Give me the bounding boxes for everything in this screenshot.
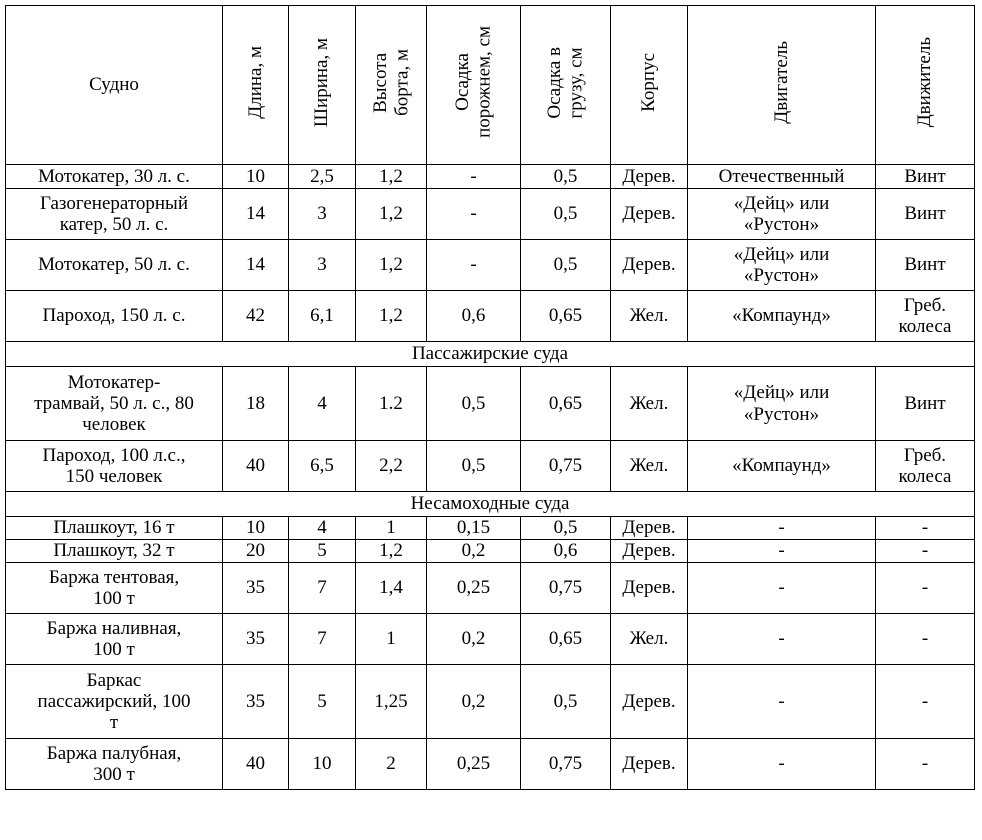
table-row bbox=[6, 291, 975, 342]
cell-engine: Отечественный bbox=[688, 165, 876, 189]
cell-vessel: Баркас пассажирский, 100 т bbox=[6, 665, 223, 739]
vessel-table bbox=[5, 5, 975, 790]
cell-engine: «Компаунд» bbox=[688, 441, 876, 492]
cell-width: 7 bbox=[289, 563, 356, 614]
cell-propulsor: - bbox=[876, 563, 975, 614]
cell-draft-empty: 0,15 bbox=[427, 517, 521, 540]
cell-draft-loaded: 0,65 bbox=[521, 291, 611, 342]
cell-side-height: 2 bbox=[356, 739, 427, 790]
cell-width: 6,5 bbox=[289, 441, 356, 492]
cell-side-height: 1,2 bbox=[356, 540, 427, 563]
table-row bbox=[6, 189, 975, 240]
cell-width: 3 bbox=[289, 189, 356, 240]
header-vessel: Судно bbox=[6, 6, 223, 165]
header-length: Длина, м bbox=[223, 6, 289, 165]
header-row bbox=[6, 6, 975, 165]
cell-engine: «Дейц» или «Рустон» bbox=[688, 189, 876, 240]
cell-draft-empty: 0,25 bbox=[427, 563, 521, 614]
cell-side-height: 1 bbox=[356, 614, 427, 665]
cell-propulsor: Винт bbox=[876, 165, 975, 189]
cell-draft-empty: 0,2 bbox=[427, 614, 521, 665]
cell-side-height: 1,2 bbox=[356, 189, 427, 240]
cell-engine: «Дейц» или «Рустон» bbox=[688, 240, 876, 291]
table-row bbox=[6, 665, 975, 739]
cell-width: 2,5 bbox=[289, 165, 356, 189]
header-width: Ширина, м bbox=[289, 6, 356, 165]
cell-hull: Дерев. bbox=[611, 665, 688, 739]
cell-side-height: 1,25 bbox=[356, 665, 427, 739]
cell-vessel: Пароход, 150 л. с. bbox=[6, 291, 223, 342]
cell-draft-loaded: 0,5 bbox=[521, 240, 611, 291]
table-row bbox=[6, 540, 975, 563]
table-row bbox=[6, 367, 975, 441]
cell-length: 18 bbox=[223, 367, 289, 441]
cell-hull: Дерев. bbox=[611, 563, 688, 614]
cell-draft-empty: 0,5 bbox=[427, 367, 521, 441]
cell-draft-empty: 0,2 bbox=[427, 540, 521, 563]
cell-propulsor: Винт bbox=[876, 189, 975, 240]
cell-hull: Жел. bbox=[611, 291, 688, 342]
cell-draft-loaded: 0,65 bbox=[521, 614, 611, 665]
section-row bbox=[6, 492, 975, 517]
cell-engine: «Компаунд» bbox=[688, 291, 876, 342]
cell-length: 40 bbox=[223, 739, 289, 790]
cell-propulsor: - bbox=[876, 614, 975, 665]
header-propulsor: Движитель bbox=[876, 6, 975, 165]
cell-length: 14 bbox=[223, 189, 289, 240]
cell-hull: Дерев. bbox=[611, 165, 688, 189]
cell-width: 4 bbox=[289, 517, 356, 540]
header-hull: Корпус bbox=[611, 6, 688, 165]
cell-length: 42 bbox=[223, 291, 289, 342]
cell-length: 10 bbox=[223, 165, 289, 189]
table-row bbox=[6, 441, 975, 492]
cell-width: 10 bbox=[289, 739, 356, 790]
cell-hull: Дерев. bbox=[611, 240, 688, 291]
table-row bbox=[6, 240, 975, 291]
cell-hull: Жел. bbox=[611, 614, 688, 665]
cell-hull: Жел. bbox=[611, 441, 688, 492]
cell-draft-empty: 0,25 bbox=[427, 739, 521, 790]
cell-draft-loaded: 0,5 bbox=[521, 665, 611, 739]
cell-vessel: Мотокатер, 50 л. с. bbox=[6, 240, 223, 291]
table-row bbox=[6, 517, 975, 540]
table-row bbox=[6, 739, 975, 790]
cell-engine: - bbox=[688, 665, 876, 739]
cell-width: 7 bbox=[289, 614, 356, 665]
cell-hull: Дерев. bbox=[611, 517, 688, 540]
cell-vessel: Баржа тентовая, 100 т bbox=[6, 563, 223, 614]
cell-length: 35 bbox=[223, 563, 289, 614]
cell-engine: - bbox=[688, 517, 876, 540]
cell-draft-loaded: 0,75 bbox=[521, 739, 611, 790]
cell-side-height: 1,2 bbox=[356, 240, 427, 291]
header-draft-empty: Осадка порожнем, см bbox=[427, 6, 521, 165]
cell-engine: - bbox=[688, 563, 876, 614]
cell-vessel: Пароход, 100 л.с., 150 человек bbox=[6, 441, 223, 492]
cell-vessel: Баржа палубная, 300 т bbox=[6, 739, 223, 790]
cell-draft-loaded: 0,5 bbox=[521, 165, 611, 189]
cell-width: 4 bbox=[289, 367, 356, 441]
section-title: Пассажирские суда bbox=[6, 342, 975, 367]
cell-engine: - bbox=[688, 614, 876, 665]
cell-propulsor: Винт bbox=[876, 367, 975, 441]
cell-draft-loaded: 0,75 bbox=[521, 563, 611, 614]
cell-draft-empty: 0,2 bbox=[427, 665, 521, 739]
section-row bbox=[6, 342, 975, 367]
cell-engine: «Дейц» или «Рустон» bbox=[688, 367, 876, 441]
cell-draft-empty: - bbox=[427, 165, 521, 189]
cell-propulsor: Винт bbox=[876, 240, 975, 291]
cell-propulsor: - bbox=[876, 517, 975, 540]
cell-draft-empty: 0,5 bbox=[427, 441, 521, 492]
cell-width: 5 bbox=[289, 665, 356, 739]
cell-hull: Дерев. bbox=[611, 540, 688, 563]
cell-length: 14 bbox=[223, 240, 289, 291]
cell-vessel: Мотокатер, 30 л. с. bbox=[6, 165, 223, 189]
header-side-height: Высота борта, м bbox=[356, 6, 427, 165]
cell-propulsor: - bbox=[876, 739, 975, 790]
table-row bbox=[6, 563, 975, 614]
cell-vessel: Плашкоут, 16 т bbox=[6, 517, 223, 540]
cell-length: 35 bbox=[223, 665, 289, 739]
cell-engine: - bbox=[688, 739, 876, 790]
cell-width: 5 bbox=[289, 540, 356, 563]
cell-draft-empty: - bbox=[427, 189, 521, 240]
header-draft-loaded: Осадка в грузу, см bbox=[521, 6, 611, 165]
cell-propulsor: - bbox=[876, 665, 975, 739]
cell-side-height: 1 bbox=[356, 517, 427, 540]
cell-draft-loaded: 0,6 bbox=[521, 540, 611, 563]
cell-length: 40 bbox=[223, 441, 289, 492]
cell-engine: - bbox=[688, 540, 876, 563]
cell-length: 20 bbox=[223, 540, 289, 563]
cell-draft-loaded: 0,5 bbox=[521, 189, 611, 240]
cell-draft-loaded: 0,75 bbox=[521, 441, 611, 492]
cell-length: 10 bbox=[223, 517, 289, 540]
cell-draft-loaded: 0,5 bbox=[521, 517, 611, 540]
cell-side-height: 1,2 bbox=[356, 165, 427, 189]
cell-side-height: 1,4 bbox=[356, 563, 427, 614]
header-engine: Двигатель bbox=[688, 6, 876, 165]
cell-draft-empty: 0,6 bbox=[427, 291, 521, 342]
cell-side-height: 1.2 bbox=[356, 367, 427, 441]
cell-hull: Жел. bbox=[611, 367, 688, 441]
section-title: Несамоходные суда bbox=[6, 492, 975, 517]
table-row bbox=[6, 165, 975, 189]
cell-width: 6,1 bbox=[289, 291, 356, 342]
cell-vessel: Мотокатер- трамвай, 50 л. с., 80 человек bbox=[6, 367, 223, 441]
cell-hull: Дерев. bbox=[611, 189, 688, 240]
table-row bbox=[6, 614, 975, 665]
cell-draft-empty: - bbox=[427, 240, 521, 291]
cell-vessel: Газогенераторный катер, 50 л. с. bbox=[6, 189, 223, 240]
cell-propulsor: Греб. колеса bbox=[876, 291, 975, 342]
cell-side-height: 2,2 bbox=[356, 441, 427, 492]
cell-vessel: Плашкоут, 32 т bbox=[6, 540, 223, 563]
cell-side-height: 1,2 bbox=[356, 291, 427, 342]
cell-vessel: Баржа наливная, 100 т bbox=[6, 614, 223, 665]
cell-hull: Дерев. bbox=[611, 739, 688, 790]
cell-propulsor: Греб. колеса bbox=[876, 441, 975, 492]
cell-length: 35 bbox=[223, 614, 289, 665]
cell-width: 3 bbox=[289, 240, 356, 291]
cell-propulsor: - bbox=[876, 540, 975, 563]
cell-draft-loaded: 0,65 bbox=[521, 367, 611, 441]
